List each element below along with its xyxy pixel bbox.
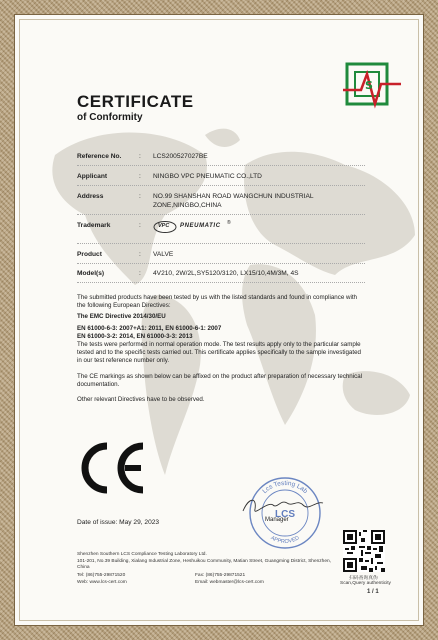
registered-symbol: ® [227,220,231,226]
reference-label: Reference No. [77,153,122,160]
product-value: VALVE [153,251,174,258]
qr-code [343,530,385,572]
trademark-brand-text: PNEUMATIC [180,223,221,229]
qr-caption-en: Scan,Query authenticity [340,581,391,586]
applicant-label: Applicant [77,173,108,180]
trademark-logo [153,220,233,234]
divider [77,165,365,166]
product-label: Product [77,251,102,258]
footer-web: Web: www.lcs-cert.com [77,580,127,585]
intro-text: The submitted products have been tested by us with the listed standards and found in compliance with the following European Directives: [77,294,357,309]
trademark-vpc-text: VPC [158,223,170,229]
signature [237,493,337,519]
page-subtitle: of Conformity [77,112,143,123]
colon: : [139,222,141,229]
page-number: 1 / 1 [367,589,379,595]
footer-tel: Tel: (86)755-29871520 [77,573,126,578]
colon: : [139,270,141,277]
page-title: CERTIFICATE [77,92,194,111]
address-label: Address [77,193,104,200]
footer-company: Shenzhen Southern LCS Compliance Testing Laboratory Ltd. [77,552,207,557]
colon: : [139,193,141,200]
stamp-top-text: Lcs Testing Lab [261,479,309,496]
lcs-logo [343,60,401,110]
colon: : [139,173,141,180]
other-directives-text: Other relevant Directives have to be observed. [77,396,205,403]
divider [77,214,365,215]
signature-title: Manager [265,517,289,523]
directive-title: The EMC Directive 2014/30/EU [77,313,166,320]
applicant-value: NINGBO VPC PNEUMATIC CO.,LTD [153,173,262,180]
address-value-line1: NO.99 SHANSHAN ROAD WANGCHUN INDUSTRIAL [153,193,314,200]
trademark-label: Trademark [77,222,111,229]
standard-line-2: EN 61000-3-2: 2014, EN 61000-3-3: 2013 [77,333,193,340]
colon: : [139,251,141,258]
svg-text:APPROVED [270,535,301,545]
standard-line-1: EN 61000-6-3: 2007+A1: 2011, EN 61000-6-1: 2007 [77,325,222,332]
reference-value: LCS200527027BE [153,153,208,160]
ce-marking-text: The CE markings as shown below can be affixed on the product after preparation of necessary technical documentation. [77,373,363,388]
stamp-mid-text: LCS [275,509,295,520]
models-value: 4V210, 2W/2L,SY5120/3120, LX15/10,4M/3M, 4S [153,270,299,277]
footer-address: 101-201, No.39 Building, Xialang Industrial Zone, Heshuikou Community, Matian Street, Guangming District, Shenzhen, China [77,559,332,570]
qr-caption-cn: 扫码查询真伪 [349,576,378,581]
stamp-bottom-text: APPROVED [269,535,301,546]
tests-text: The tests were performed in normal operation mode. The test results apply only to the particular sample tested and to the specific tests carried out. This certificate applies specifically to the sample investigated in our test reference number only. [77,341,361,364]
footer-email: Email: webmaster@lcs-cert.com [195,580,264,585]
ce-mark-icon [77,442,149,494]
colon: : [139,153,141,160]
divider [77,243,365,244]
footer-fax: Fax: (86)755-29871521 [195,573,246,578]
divider [77,282,365,283]
certificate-sheet [14,14,424,626]
address-value-line2: ZONE,NINGBO,CHINA [153,202,222,209]
date-of-issue: Date of issue: May 29, 2023 [77,519,160,526]
models-label: Model(s) [77,270,105,277]
svg-text:S: S [365,79,373,92]
divider [77,185,365,186]
divider [77,263,365,264]
